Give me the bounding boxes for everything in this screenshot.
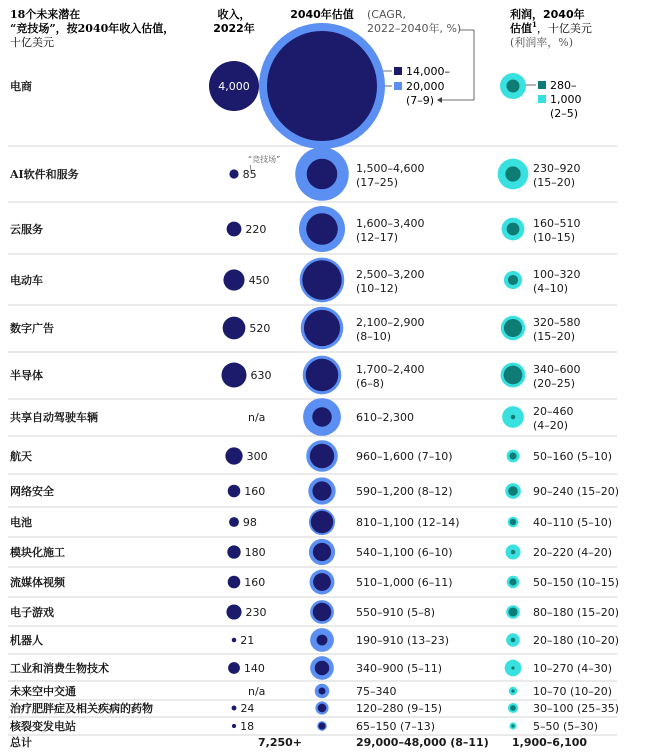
- value-low-bubble: [310, 444, 334, 468]
- value-label: 540–1,100 (6–10): [356, 546, 453, 559]
- margin-label: (4–10): [533, 282, 569, 295]
- revenue-label: 520: [249, 322, 271, 335]
- revenue-label: n/a: [248, 411, 266, 424]
- revenue-label: 24: [240, 702, 255, 715]
- profit-label: 10–270 (4–30): [533, 662, 613, 675]
- revenue-bubble: [226, 604, 241, 619]
- legend-arena-note: “竞技场”: [248, 155, 281, 164]
- profit-label: 50–160 (5–10): [533, 450, 613, 463]
- arena-label: 电子游戏: [10, 606, 54, 619]
- revenue-bubble: [222, 363, 247, 388]
- legend-value-cagr: (7–9): [406, 94, 435, 107]
- revenue-header-line-2: 2022年: [213, 22, 255, 35]
- profit-header-line-2: [510, 20, 592, 35]
- arena-label: 未来空中交通: [10, 685, 76, 698]
- value-label: 590–1,200 (8–12): [356, 485, 453, 498]
- value-low-bubble: [318, 704, 327, 713]
- revenue-label: 230: [245, 606, 267, 619]
- value-low-bubble: [312, 407, 331, 426]
- value-label: 190–910 (13–23): [356, 634, 450, 647]
- value-low-bubble: [304, 310, 340, 346]
- revenue-label: 180: [244, 546, 266, 559]
- value-low-bubble: [311, 511, 333, 533]
- profit-low-bubble: [507, 80, 520, 93]
- chart-rows: [8, 23, 619, 749]
- value-low-bubble: [306, 213, 338, 245]
- revenue-label: 21: [240, 634, 255, 647]
- profit-label: 230–920: [533, 162, 581, 175]
- revenue-bubble: [227, 545, 240, 558]
- revenue-label: 450: [248, 274, 270, 287]
- profit-label: 20–220 (4–20): [533, 546, 613, 559]
- value-low-bubble: [315, 661, 330, 676]
- value-label: 1,700–2,400: [356, 363, 425, 376]
- value-low-bubble: [313, 603, 332, 622]
- value-label: 75–340: [356, 685, 397, 698]
- value-high-swatch: [394, 82, 402, 90]
- value-low-bubble: [302, 260, 341, 299]
- value-low-bubble: [319, 723, 326, 730]
- profit-low-swatch: [538, 81, 546, 89]
- revenue-bubble: [232, 724, 236, 728]
- profit-high-swatch: [538, 95, 546, 103]
- cagr-label: (10–12): [356, 282, 399, 295]
- cagr-label: (8–10): [356, 330, 392, 343]
- profit-low-bubble: [510, 705, 516, 711]
- value-low-bubble: [312, 481, 331, 500]
- profit-label: 40–110 (5–10): [533, 516, 613, 529]
- profit-label: 20–460: [533, 405, 574, 418]
- revenue-bubble: [229, 517, 239, 527]
- arena-label: 治疗肥胖症及相关疾病的药物: [10, 702, 153, 715]
- profit-low-bubble: [508, 486, 518, 496]
- revenue-bubble: [223, 317, 246, 340]
- profit-label: 50–150 (10–15): [533, 576, 620, 589]
- total-profit: 1,900–6,100: [512, 736, 588, 749]
- revenue-label: 630: [250, 369, 272, 382]
- arena-label: 航天: [10, 450, 32, 463]
- revenue-label: 140: [243, 662, 265, 675]
- profit-low-bubble: [504, 366, 523, 385]
- margin-label: (20–25): [533, 377, 576, 390]
- revenue-header-line-1: 收入，: [217, 8, 251, 21]
- revenue-bubble: [232, 706, 237, 711]
- profit-header-sup: 1: [532, 20, 537, 29]
- revenue-label: 98: [242, 516, 257, 529]
- value-low-bubble: [267, 31, 377, 141]
- profit-header-rest: ，十亿美元: [536, 22, 592, 35]
- cagr-label: (6–8): [356, 377, 385, 390]
- margin-label: (15–20): [533, 330, 576, 343]
- arena-label: 电池: [10, 516, 32, 529]
- profit-label: 80–180 (15–20): [533, 606, 620, 619]
- legend-value-low: 14,000–: [406, 65, 450, 78]
- value-label: 810–1,100 (12–14): [356, 516, 460, 529]
- value-label: 65–150 (7–13): [356, 720, 436, 733]
- legend-cagr-arrowhead: [437, 97, 442, 103]
- profit-low-bubble: [511, 689, 514, 692]
- arena-label: 流媒体视频: [10, 576, 65, 589]
- title-line-1: 18个未来潜在: [10, 8, 81, 21]
- title-line-3: 十亿美元: [10, 36, 54, 49]
- value-label: 960–1,600 (7–10): [356, 450, 453, 463]
- profit-header-line-3: (利润率，%): [510, 36, 574, 49]
- profit-label: 90–240 (15–20): [533, 485, 620, 498]
- value-low-bubble: [306, 359, 339, 392]
- value-label: 1,600–3,400: [356, 217, 425, 230]
- value-low-swatch: [394, 67, 402, 75]
- margin-label: (10–15): [533, 231, 576, 244]
- title-line-2: “竞技场”，按2040年收入估值，: [10, 22, 175, 35]
- revenue-label: 300: [246, 450, 268, 463]
- cagr-label: (12–17): [356, 231, 399, 244]
- cagr-header-line-2: 2022–2040年, %): [367, 22, 462, 35]
- profit-low-bubble: [508, 275, 518, 285]
- value-label: 610–2,300: [356, 411, 414, 424]
- arena-label: 云服务: [10, 223, 43, 236]
- profit-header-line-1: 利润，2040年: [510, 8, 585, 21]
- profit-low-bubble: [511, 724, 514, 727]
- cagr-label: (17–25): [356, 176, 399, 189]
- revenue-bubble: [227, 222, 242, 237]
- arena-label: 半导体: [10, 369, 43, 382]
- revenue-label: 85: [242, 168, 257, 181]
- revenue-label: 18: [240, 720, 255, 733]
- value-label: 340–900 (5–11): [356, 662, 443, 675]
- revenue-bubble: [228, 485, 241, 498]
- profit-low-bubble: [505, 166, 520, 181]
- total-label: 总计: [10, 736, 32, 749]
- legend-value-high: 20,000: [406, 80, 445, 93]
- revenue-bubble: [232, 638, 237, 643]
- revenue-label: 220: [245, 223, 267, 236]
- revenue-label: 160: [244, 485, 266, 498]
- profit-label: 100–320: [533, 268, 581, 281]
- profit-label: 30–100 (25–35): [533, 702, 620, 715]
- revenue-bubble: [229, 169, 238, 178]
- revenue-bubble: [223, 269, 244, 290]
- arena-label: 模块化施工: [10, 546, 65, 559]
- value-label: 1,500–4,600: [356, 162, 425, 175]
- revenue-label: n/a: [248, 685, 266, 698]
- arena-label: 网络安全: [10, 485, 54, 498]
- profit-low-bubble: [511, 415, 516, 420]
- revenue-label: 160: [244, 576, 266, 589]
- arena-label: 工业和消费生物技术: [10, 662, 109, 675]
- profit-low-bubble: [504, 319, 522, 337]
- arena-label: 电动车: [10, 274, 43, 287]
- profit-label: 20–180 (10–20): [533, 634, 620, 647]
- profit-header-word: 估值: [510, 22, 532, 35]
- arena-label: 电商: [10, 80, 32, 93]
- profit-label: 5–50 (5–30): [533, 720, 599, 733]
- value-label: 510–1,000 (6–11): [356, 576, 453, 589]
- profit-low-bubble: [510, 519, 516, 525]
- revenue-bubble: [228, 576, 241, 589]
- value-label: 550–910 (5–8): [356, 606, 436, 619]
- cagr-header-line-1: (CAGR,: [367, 8, 406, 21]
- value-label: 2,100–2,900: [356, 316, 425, 329]
- profit-low-bubble: [511, 550, 516, 555]
- total-revenue: 7,250+: [258, 736, 303, 749]
- revenue-label: 4,000: [218, 80, 250, 93]
- legend-profit-high: 1,000: [550, 93, 582, 106]
- profit-low-bubble: [511, 638, 516, 643]
- value-header: 2040年估值: [290, 8, 354, 21]
- profit-label: 320–580: [533, 316, 581, 329]
- arena-label: 核裂变发电站: [10, 720, 76, 733]
- value-low-bubble: [313, 573, 331, 591]
- profit-low-bubble: [509, 578, 516, 585]
- profit-low-bubble: [509, 452, 516, 459]
- arena-label: 机器人: [10, 634, 43, 647]
- profit-low-bubble: [511, 666, 514, 669]
- revenue-bubble: [225, 447, 242, 464]
- profit-label: 160–510: [533, 217, 581, 230]
- arena-label: 共享自动驾驶车辆: [10, 411, 98, 424]
- value-label: 2,500–3,200: [356, 268, 425, 281]
- legend-profit-low: 280–: [550, 79, 577, 92]
- value-low-bubble: [313, 543, 331, 561]
- profit-low-bubble: [508, 607, 517, 616]
- total-value: 29,000–48,000 (8–11): [356, 736, 489, 749]
- value-label: 120–280 (9–15): [356, 702, 443, 715]
- profit-label: 10–70 (10–20): [533, 685, 613, 698]
- legend-profit-margin: (2–5): [550, 107, 579, 120]
- value-low-bubble: [307, 159, 338, 190]
- profit-label: 340–600: [533, 363, 581, 376]
- profit-low-bubble: [507, 223, 520, 236]
- arena-label: AI软件和服务: [10, 168, 79, 181]
- margin-label: (4–20): [533, 419, 569, 432]
- revenue-bubble: [228, 662, 240, 674]
- arena-label: 数字广告: [10, 322, 54, 335]
- value-low-bubble: [319, 688, 326, 695]
- margin-label: (15–20): [533, 176, 576, 189]
- value-low-bubble: [317, 635, 328, 646]
